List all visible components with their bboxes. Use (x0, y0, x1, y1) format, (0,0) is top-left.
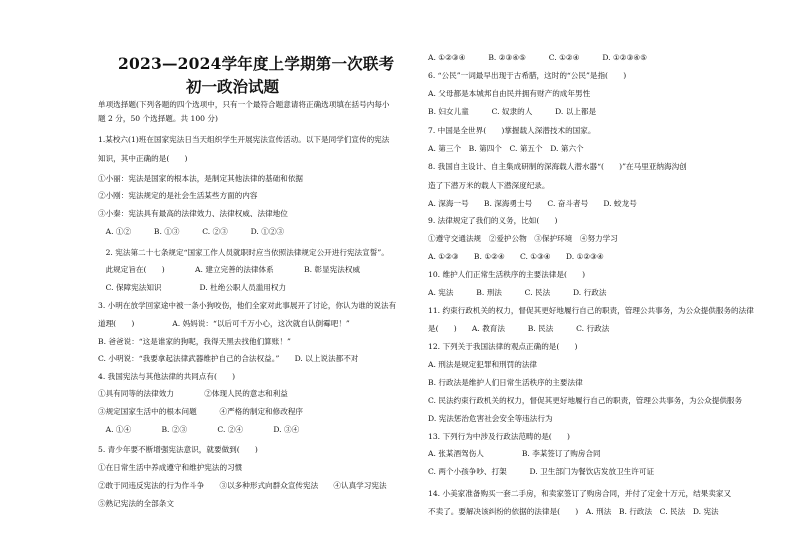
left-question-line: 1.某校六(1)班在国家宪法日当天组织学生开展宪法宣传活动。以下是同学们宣传的宪法 (98, 135, 390, 144)
left-question-line: 知识，其中正确的是( ) (98, 154, 188, 163)
exam-title: 2023—2024学年度上学期第一次联考 (118, 54, 395, 73)
right-question-line: 11. 约束行政机关的权力，督促其更好地履行自己的职责，管理公共事务，为公众提供服务的法律 (428, 306, 754, 315)
right-question-line: A. ①②③ B. ①②④ C. ①③④ D. ①②③④ (428, 252, 604, 261)
right-question-line: 8. 我国自主设计、自主集成研制的深海载人潜水器“( )”在马里亚纳海沟创 (428, 162, 687, 171)
right-question-line: 10. 维护人们正常生活秩序的主要法律是( ) (428, 270, 586, 279)
left-question-line: 2. 宪法第二十七条规定“国家工作人员就职时应当依照法律规定公开进行宪法宣誓”。 (98, 248, 389, 257)
left-question-line: ③小秦：宪法具有最高的法律效力、法律权威、法律地位 (98, 209, 288, 218)
right-question-line: 9. 法律规定了我们的义务，比如( ) (428, 216, 558, 225)
right-question-line: D. 宪法惩治危害社会安全等违法行为 (428, 414, 553, 423)
right-question-line: C. 民法约束行政机关的权力，督促其更好地履行自己的职责，管理公共事务，为公众提供服务 (428, 396, 743, 405)
right-question-line: 12. 下列关于我国法律的观点正确的是( ) (428, 342, 578, 351)
left-question-line: 此规定旨在( ) A. 建立完善的法律体系 B. 彰显宪法权威 (98, 265, 361, 274)
right-question-line: 7. 中国是全世界( )掌握载人深潜技术的国家。 (428, 126, 596, 135)
left-question-line: 道理( ) A. 妈妈说：“以后可千万小心，这次就自认倒霉吧！” (98, 319, 350, 328)
right-question-line: A. 张某酒驾伤人 B. 李某签订了购房合同 (428, 449, 601, 458)
left-question-line: B. 爸爸说：“这是谁家的狗呢，我得天黑去找他们算账！” (98, 337, 291, 346)
left-question-line: ②敢于同违反宪法的行为作斗争 ③以多种形式向群众宣传宪法 ④认真学习宪法 (98, 481, 387, 490)
right-question-line: B. 妇女儿童 C. 奴隶的人 D. 以上都是 (428, 107, 597, 116)
right-question-line: 6. “公民”一词最早出现于古希腊，这时的“公民”是指( ) (428, 71, 627, 80)
right-question-line: A. 宪法 B. 刑法 C. 民法 D. 行政法 (428, 288, 607, 297)
exam-subtitle: 初一政治试题 (186, 77, 280, 96)
left-question-line: ⑤熟记宪法的全部条文 (98, 499, 174, 508)
left-question-line: ①具有同等的法律效力 ②体现人民的意志和利益 (98, 389, 288, 398)
left-question-line: ②小刚：宪法规定的是社会生活某些方面的内容 (98, 191, 258, 200)
right-question-line: A. 刑法是规定犯罪和刑罚的法律 (428, 360, 538, 369)
right-question-line: A. ①②③④ B. ②③④⑤ C. ①②④ D. ①②③④⑤ (428, 53, 647, 62)
left-question-line: 3. 小明在放学回家途中被一条小狗咬伤，他们全家对此事展开了讨论，你认为谁的说法有 (98, 301, 397, 310)
right-question-line: ①遵守交通法规 ②爱护公物 ③保护环境 ④努力学习 (428, 234, 618, 243)
left-question-line: 5. 青少年要不断增强宪法意识，就要做到( ) (98, 445, 258, 454)
right-question-line: 13. 下列行为中涉及行政法范畴的是( ) (428, 432, 570, 441)
left-question-line: A. ①② B. ①③ C. ②③ D. ①②③ (98, 227, 285, 236)
left-question-line: 题 2 分，50 个选择题。共 100 分) (98, 114, 218, 123)
right-question-line: 是( ) A. 教育法 B. 民法 C. 行政法 (428, 324, 610, 333)
left-question-line: 4. 我国宪法与其他法律的共同点有( ) (98, 372, 236, 381)
right-question-line: B. 行政法是维护人们日常生活秩序的主要法律 (428, 378, 583, 387)
left-question-line: A. ①④ B. ②③ C. ②④ D. ③④ (98, 425, 300, 434)
right-question-line: C. 两个小孩争吵、打架 D. 卫生部门为餐饮店发放卫生许可证 (428, 467, 655, 476)
right-question-line: 不卖了。要解决该纠纷的依据的法律是( ) A. 刑法 B. 行政法 C. 民法 D. 宪法 (428, 507, 719, 516)
right-question-line: A. 深海一号 B. 深海勇士号 C. 奋斗者号 D. 蛟龙号 (428, 199, 637, 208)
left-question-line: ①小丽：宪法是国家的根本法，是制定其他法律的基础和依据 (98, 174, 304, 183)
left-question-line: 单项选择题(下列各题的四个选项中，只有一个最符合题意请将正确选项填在括号内每小 (98, 100, 390, 109)
right-question-line: 14. 小美家准备购买一套二手房，和卖家签订了购房合同，并付了定金十万元，结果卖家又 (428, 489, 732, 498)
left-question-line: C. 保障宪法知识 D. 杜绝公职人员滥用权力 (98, 283, 287, 292)
right-question-line: A. 第三个 B. 第四个 C. 第五个 D. 第六个 (428, 144, 584, 153)
left-question-line: ③规定国家生活中的根本问题 ④严格的制定和修改程序 (98, 407, 304, 416)
left-question-line: ①在日常生活中养成遵守和维护宪法的习惯 (98, 463, 243, 472)
left-question-line: C. 小明说：“我要拿起法律武器维护自己的合法权益。” D. 以上说法都不对 (98, 354, 359, 363)
right-question-line: A. 父母都是本城邦自由民并拥有财产的成年男性 (428, 89, 591, 98)
right-question-line: 造了下潜万米的载人下潜深度纪录。 (428, 181, 550, 190)
